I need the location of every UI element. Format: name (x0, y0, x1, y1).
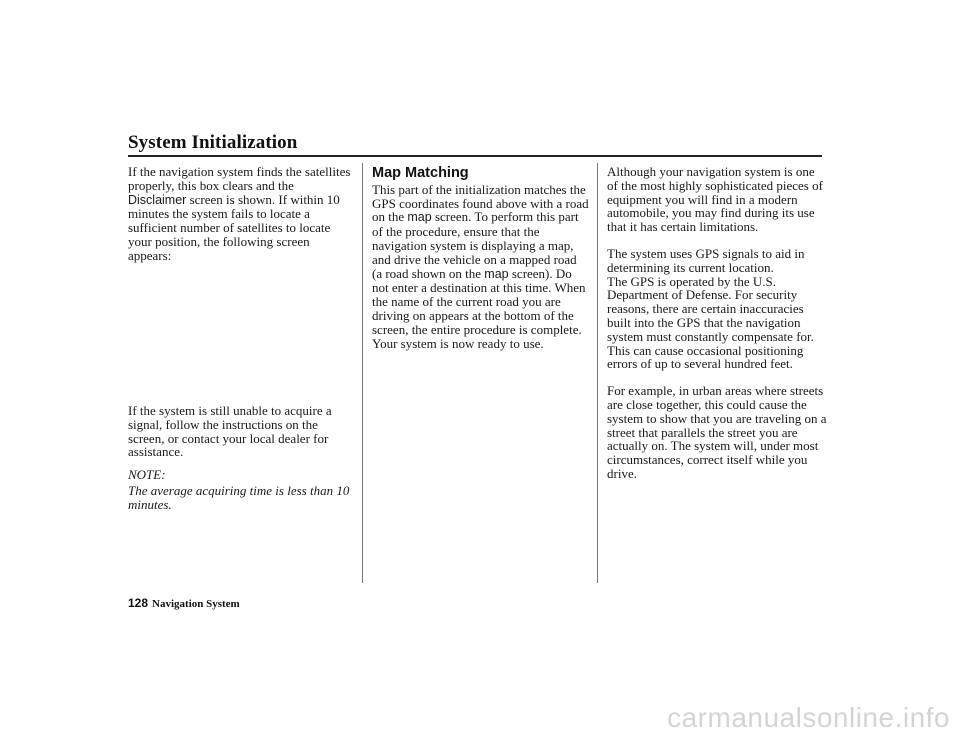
column-left-lower (128, 404, 352, 512)
map-term-1: map (407, 210, 432, 225)
column-middle (372, 167, 590, 350)
page-number: 128 (128, 596, 149, 610)
map-text-a: This part of the initialization matches the GPS coordinates found above with a road on the (372, 181, 589, 225)
unable-paragraph: If the system is still unable to acquire a signal, follow the instructions on the screen, or contact your local dealer for assistance. (128, 403, 332, 460)
footer-label: Navigation System (152, 598, 240, 610)
section-heading-map-matching: Map Matching (372, 165, 469, 181)
map-term-2: map (484, 266, 509, 281)
page-footer (128, 596, 240, 610)
column-divider-2 (597, 163, 598, 583)
intro-text-b: screen is shown. If within 10 minutes the system fails to locate a sufficient number of satellites to locate your position, the following screen appears: (128, 191, 340, 263)
page-title: System Initialization (128, 132, 298, 153)
dod-paragraph: The GPS is operated by the U.S. Department of Defense. For security reasons, there are certain inaccuracies built into the GPS that the navigation system must constantly compensate for. This can cause occasional positioning errors of up to several hundred feet. (607, 273, 814, 372)
column-left (128, 165, 352, 263)
gps-signals-paragraph: The system uses GPS signals to aid in determining its current location. (607, 245, 805, 275)
map-matching-paragraph (372, 183, 590, 351)
title-underline (128, 155, 822, 157)
limitations-paragraph: Although your navigation system is one of the most highly sophisticated pieces of equipment you will find in a modern automobile, you may find during its use that it has certain limitations. (607, 164, 823, 235)
map-text-b: screen. To perform this part of the procedure, ensure that the navigation system is displaying a map, and drive the vehicle on a mapped road (a road shown on the (372, 209, 579, 281)
disclaimer-term: Disclaimer (128, 192, 187, 207)
column-divider-1 (362, 163, 363, 583)
intro-paragraph (128, 165, 352, 263)
watermark-text: carmanualsonline.info (667, 702, 950, 733)
urban-example-paragraph: For example, in urban areas where streets are close together, this could cause the system to show that you are traveling on a street that parallels the street you are actually on. The system will, under most circumstances, correct itself while you drive. (607, 383, 827, 481)
note-text: The average acquiring time is less than 10 minutes. (128, 482, 350, 512)
column-right (607, 165, 827, 481)
intro-text-a: If the navigation system finds the satellites properly, this box clears and the (128, 164, 351, 193)
map-text-c: screen). Do not enter a destination at this time. When the name of the current road you are driving on appears at the bottom of the screen, the entire procedure is complete. Your system is now ready to use. (372, 265, 586, 351)
note-label: NOTE: (128, 467, 166, 483)
